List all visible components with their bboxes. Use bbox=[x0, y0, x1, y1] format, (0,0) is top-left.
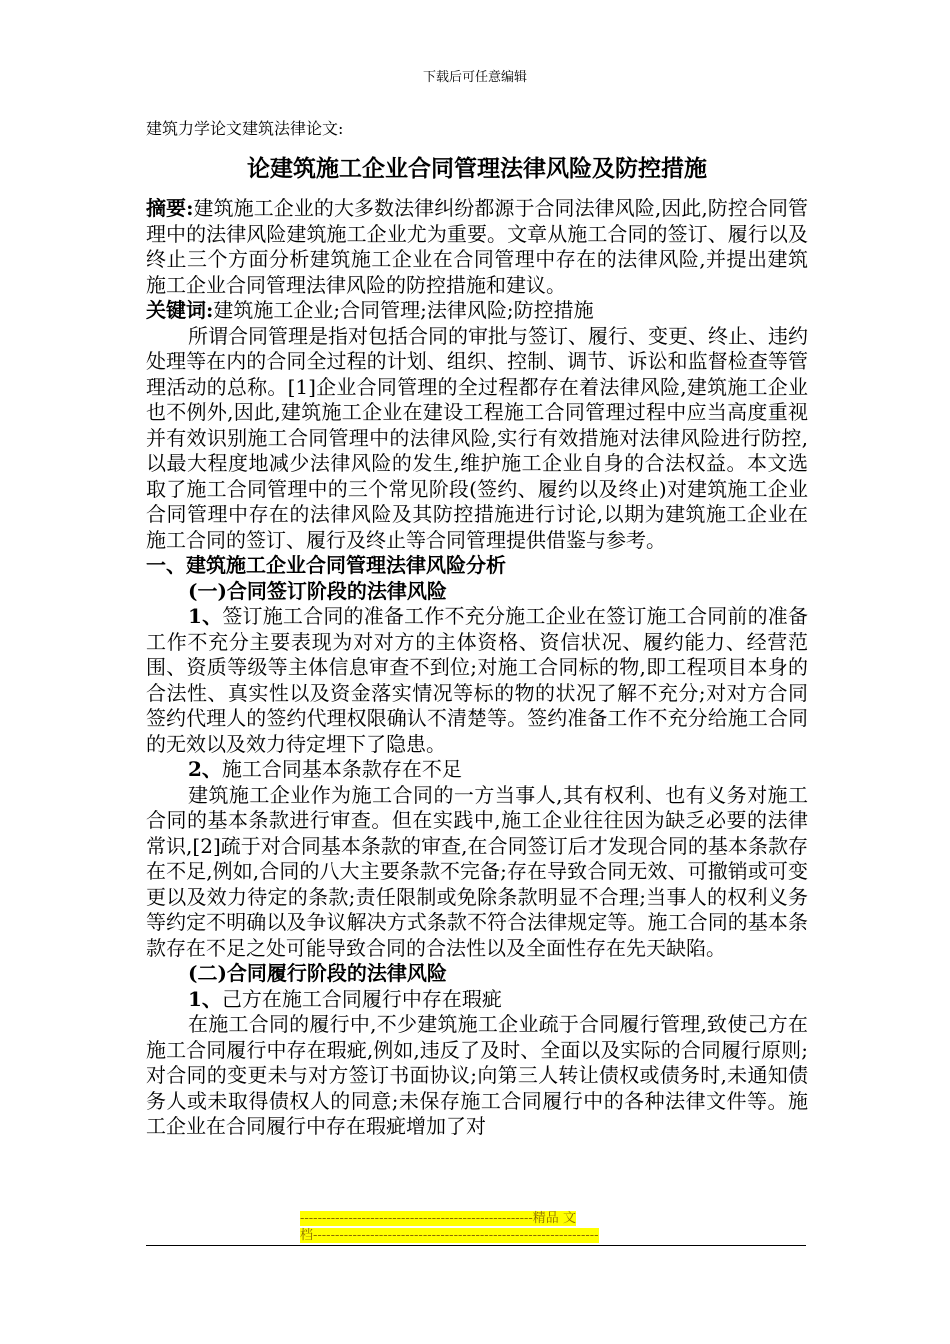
document-title: 论建筑施工企业合同管理法律风险及防控措施 bbox=[247, 155, 707, 182]
footer-rule bbox=[146, 1245, 806, 1246]
footer-line-1: -----------------------------------------------------精品 文 bbox=[300, 1211, 576, 1226]
item-2-number: 2、 bbox=[188, 757, 222, 781]
item-3-number: 1、 bbox=[188, 986, 222, 1011]
intro-paragraph: 所谓合同管理是指对包括合同的审批与签订、履行、变更、终止、违约处理等在内的合同全过程的计划、组织、控制、调节、诉讼和监督检查等管理活动的总称。[1]企业合同管理的全过程都存在着法律风险,建筑施工企业也不例外,因此,建筑施工企业在建设工程施工合同管理过程中应当高度重视并有效识别施工合同管理中的法律风险,实行有效措施对法律风险进行防控,以最大程度地减少法律风险的发生,维护施工企业自身的合法权益。本文选取了施工合同管理中的三个常见阶段(签约、履约以及终止)对建筑施工企业合同管理中存在的法律风险及其防控措施进行讨论,以期为建筑施工企业在施工合同的签订、履行及终止等合同管理提供借鉴与参考。 bbox=[146, 323, 808, 552]
footer-line-2: 档----------------------------------------------------------------- bbox=[300, 1228, 599, 1243]
item-3-heading bbox=[146, 987, 808, 1013]
item-2-title: 施工合同基本条款存在不足 bbox=[221, 757, 462, 781]
abstract-paragraph bbox=[146, 196, 808, 298]
document-subtitle: 建筑力学论文建筑法律论文: bbox=[146, 119, 344, 138]
keywords-paragraph bbox=[146, 298, 808, 324]
section-heading-1: 一、建筑施工企业合同管理法律风险分析 bbox=[146, 553, 506, 577]
document-body bbox=[146, 118, 808, 1140]
page-header: 下载后可任意编辑 bbox=[422, 70, 527, 85]
item-1-text: 签订施工合同的准备工作不充分施工企业在签订施工合同前的准备工作不充分主要表现为对对方的主体资格、资信状况、履约能力、经营范围、资质等级等主体信息审查不到位;对施工合同标的物,即工程项目本身的合法性、真实性以及资金落实情况等标的物的状况了解不充分;对对方合同签约代理人的签约代理权限确认不清楚等。签约准备工作不充分给施工合同的无效以及效力待定埋下了隐患。 bbox=[146, 604, 809, 756]
footer-watermark bbox=[300, 1210, 652, 1244]
subsection-heading-2: (二)合同履行阶段的法律风险 bbox=[188, 961, 447, 985]
abstract-text: 建筑施工企业的大多数法律纠纷都源于合同法律风险,因此,防控合同管理中的法律风险建筑施工企业尤为重要。文章从施工合同的签订、履行以及终止三个方面分析建筑施工企业在合同管理中存在的法律风险,并提出建筑施工企业合同管理法律风险的防控措施和建议。 bbox=[146, 196, 808, 297]
item-2-paragraph: 建筑施工企业作为施工合同的一方当事人,其有权利、也有义务对施工合同的基本条款进行审查。但在实践中,施工企业往往因为缺乏必要的法律常识,[2]疏于对合同基本条款的审查,在合同签订后才发现合同的基本条款存在不足,例如,合同的八大主要条款不完备;存在导致合同无效、可撤销或可变更以及效力待定的条款;责任限制或免除条款明显不合理;当事人的权利义务等约定不明确以及争议解决方式条款不符合法律规定等。施工合同的基本条款存在不足之处可能导致合同的合法性以及全面性存在先天缺陷。 bbox=[146, 782, 808, 960]
item-2-heading bbox=[146, 757, 808, 783]
item-3-paragraph: 在施工合同的履行中,不少建筑施工企业疏于合同履行管理,致使己方在施工合同履行中存在瑕疵,例如,违反了及时、全面以及实际的合同履行原则;对合同的变更未与对方签订书面协议;向第三人转让债权或债务时,未通知债务人或未取得债权人的同意;未保存施工合同履行中的各种法律文件等。施工企业在合同履行中存在瑕疵增加了对 bbox=[146, 1012, 808, 1138]
abstract-label: 摘要: bbox=[146, 196, 194, 220]
keywords-label: 关键词: bbox=[146, 298, 214, 322]
keywords-text: 建筑施工企业;合同管理;法律风险;防控措施 bbox=[213, 298, 594, 322]
item-1-paragraph bbox=[146, 604, 808, 757]
subsection-heading-1: (一)合同签订阶段的法律风险 bbox=[188, 578, 447, 603]
item-3-title: 己方在施工合同履行中存在瑕疵 bbox=[221, 986, 502, 1011]
item-1-number: 1、 bbox=[188, 604, 223, 628]
